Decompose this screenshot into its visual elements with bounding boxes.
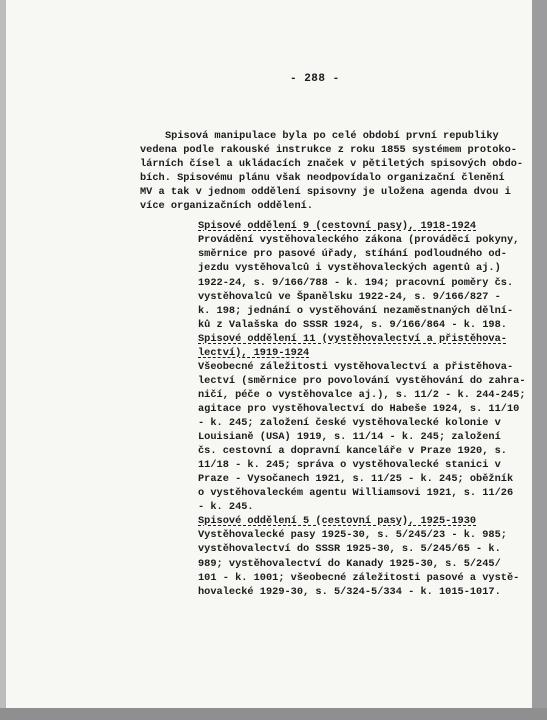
section-text-line: Všeobecné záležitosti vystěhovalectví a přistěhova- — [198, 360, 514, 373]
section-text-line: 1922-24, s. 9/166/788 - k. 194; pracovní poměry čs. — [198, 276, 514, 289]
intro-line: Spisová manipulace byla po celé období první republiky — [165, 130, 499, 142]
section-text-line: Louisianě (USA) 1919, s. 11/14 - k. 245; založení — [198, 431, 501, 444]
page-edge — [532, 0, 547, 720]
intro-line: vedena podle rakouské instrukce z roku 1855 systémem protoko- — [140, 144, 517, 157]
section-text-line: - k. 245; založení české vystěhovalecké kolonie v — [198, 417, 501, 429]
intro-line: bích. Spisovému plánu však neodpovídalo organizační členění — [140, 172, 505, 185]
intro-line: MV a tak v jednom oddělení spisovny je uložena agenda dvou i — [140, 186, 511, 199]
section-text-line: 11/18 - k. 245; správa o vystěhovalecké stanici v — [198, 459, 501, 472]
section-text-line: ků z Valašska do SSSR 1924, s. 9/166/864 - k. 198. — [198, 318, 507, 331]
section-text-line: hovalecké 1929-30, s. 5/324-5/334 - k. 1015-1017. — [198, 585, 501, 598]
section-text-line: k. 198; jednání o vystěhování nezaměstnaných dělní- — [198, 304, 514, 317]
section-heading: Spisové oddělení 5 (cestovní pasy), 1925-1930 — [198, 515, 477, 528]
section-text-line: směrnice pro pasové úřady, stíhání podloudného od- — [198, 248, 507, 261]
page-bottom-shadow — [0, 708, 547, 720]
section-text-line: jezdu vystěhovalců i vystěhovaleckých agentů aj.) — [198, 262, 501, 275]
section-text-line: ničí, péče o vystěhovalce aj.), s. 11/2 - k. 244-245; — [198, 388, 526, 401]
intro-line: lárních čísel a ukládacích značek v pětiletých spisových obdo- — [140, 158, 524, 171]
section-text-line: 101 - k. 1001; všeobecné záležitosti pasové a vystě- — [198, 571, 520, 584]
page-number: - 288 - — [290, 73, 340, 85]
section-heading: Spisové oddělení 9 (cestovní pasy), 1918-1924 — [198, 220, 477, 233]
section-text-line: - k. 245. — [198, 501, 254, 514]
section-heading: lectví), 1919-1924 — [198, 346, 310, 359]
section-text-line: Vystěhovalecké pasy 1925-30, s. 5/245/23 - k. 985; — [198, 529, 507, 542]
section-text-line: Praze - Vysočanech 1921, s. 11/25 - k. 245; oběžník — [198, 473, 514, 486]
section-text-line: agitace pro vystěhovalectví do Habeše 1924, s. 11/10 — [198, 402, 520, 415]
section-text-line: Provádění vystěhovaleckého zákona (prováděcí pokyny, — [198, 234, 520, 247]
section-text-line: vystěhovalců ve Španělsku 1922-24, s. 9/166/827 - — [198, 290, 501, 303]
section-text-line: čs. cestovní a dopravní kanceláře v Praze 1920, s. — [198, 445, 507, 458]
section-heading: Spisové oddělení 11 (vystěhovalectví a přistěhova- — [198, 332, 507, 345]
section-text-line: o vystěhovaleckém agentu Williamsovi 1921, s. 11/26 — [198, 487, 514, 500]
intro-line: více organizačních oddělení. — [140, 200, 314, 213]
section-text-line: vystěhovalectví do SSSR 1925-30, s. 5/245/65 - k. — [198, 543, 501, 556]
section-text-line: lectví (směrnice pro povolování vystěhování do zahra- — [198, 374, 526, 387]
section-text-line: 989; vystěhovalectví do Kanady 1925-30, s. 5/245/ — [198, 557, 501, 570]
